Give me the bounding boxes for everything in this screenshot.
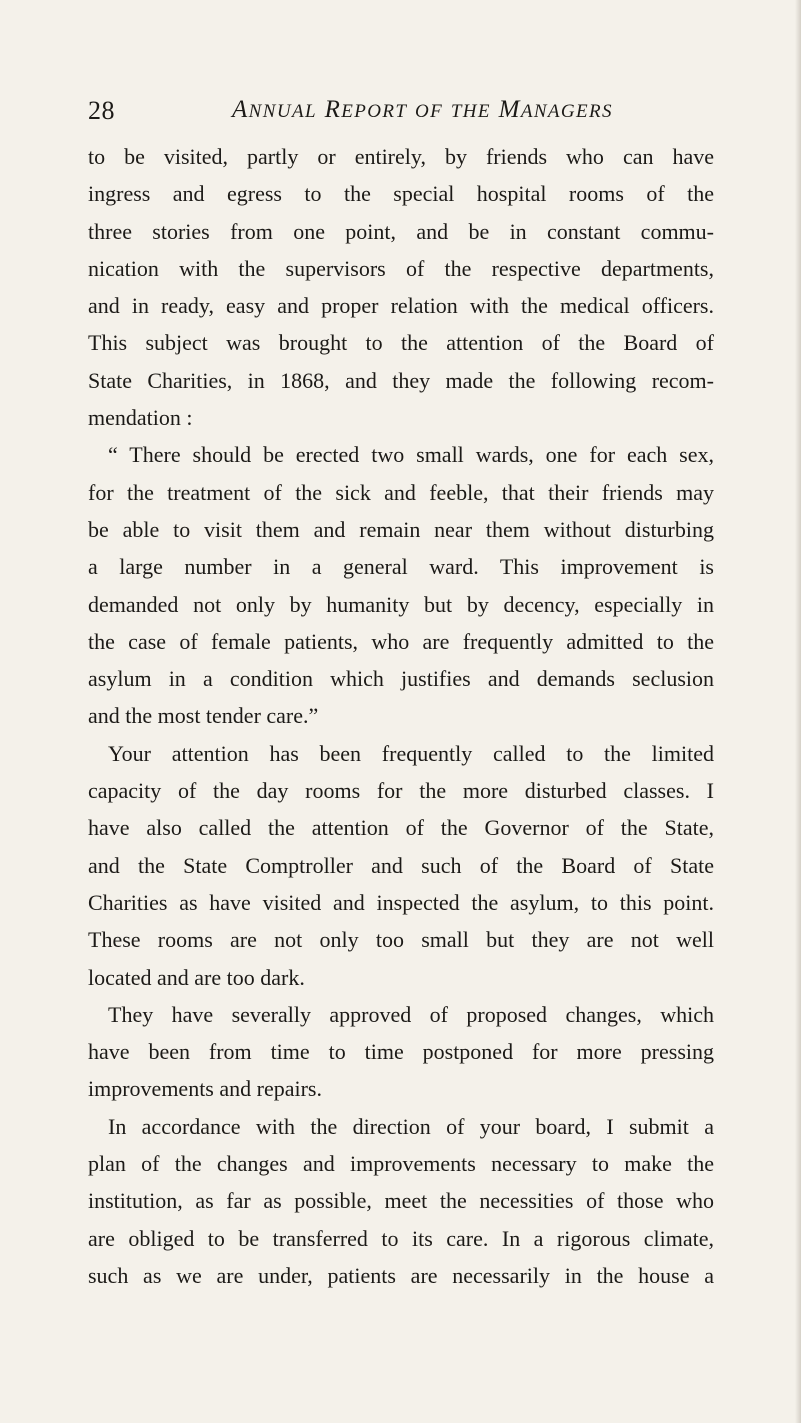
text-line: be able to visit them and remain near them without disturbing	[88, 516, 714, 542]
text-line: Charities as have visited and inspected the asylum, to this point.	[88, 889, 714, 915]
text-line: have been from time to time postponed for more pressing	[88, 1039, 714, 1065]
body-text	[88, 138, 714, 1294]
text-line: These rooms are not only too small but they are not well	[88, 927, 714, 953]
text-line: institution, as far as possible, meet the necessities of those who	[88, 1188, 714, 1214]
text-line: plan of the changes and improvements necessary to make the	[88, 1151, 714, 1177]
text-line: They have severally approved of proposed changes, which	[108, 1001, 714, 1027]
text-line: nication with the supervisors of the respective departments,	[88, 255, 714, 281]
text-line: asylum in a condition which justifies and demands seclusion	[88, 666, 714, 692]
text-line: have also called the attention of the Governor of the State,	[88, 815, 714, 841]
running-head: ANNUAL REPORT OF THE MANAGERS	[232, 96, 613, 123]
text-line: In accordance with the direction of your board, I submit a	[108, 1113, 714, 1139]
text-line: such as we are under, patients are necessarily in the house a	[88, 1262, 714, 1288]
text-line: three stories from one point, and be in constant commu-	[88, 218, 714, 244]
text-line: the case of female patients, who are frequently admitted to the	[88, 628, 714, 654]
page-header	[88, 96, 711, 136]
text-line: improvements and repairs.	[88, 1076, 322, 1102]
text-line: Your attention has been frequently called to the limited	[108, 740, 714, 766]
text-line: State Charities, in 1868, and they made the following recom-	[88, 367, 714, 393]
text-line: and the State Comptroller and such of the Board of State	[88, 852, 714, 878]
text-line: “ There should be erected two small wards, one for each sex,	[108, 442, 714, 468]
text-line: and in ready, easy and proper relation with the medical officers.	[88, 293, 714, 319]
text-line: demanded not only by humanity but by decency, especially in	[88, 591, 714, 617]
text-line: This subject was brought to the attention of the Board of	[88, 330, 714, 356]
text-line: for the treatment of the sick and feeble, that their friends may	[88, 479, 714, 505]
text-line: are obliged to be transferred to its care. In a rigorous climate,	[88, 1225, 714, 1251]
text-line: mendation :	[88, 405, 193, 431]
page-number: 28	[88, 96, 115, 125]
text-line: ingress and egress to the special hospital rooms of the	[88, 181, 714, 207]
page-edge-shadow	[795, 0, 801, 1423]
text-line: a large number in a general ward. This improvement is	[88, 554, 714, 580]
text-line: to be visited, partly or entirely, by friends who can have	[88, 144, 714, 169]
text-line: located and are too dark.	[88, 964, 305, 990]
text-line: capacity of the day rooms for the more disturbed classes. I	[88, 778, 714, 804]
text-line: and the most tender care.”	[88, 703, 319, 729]
